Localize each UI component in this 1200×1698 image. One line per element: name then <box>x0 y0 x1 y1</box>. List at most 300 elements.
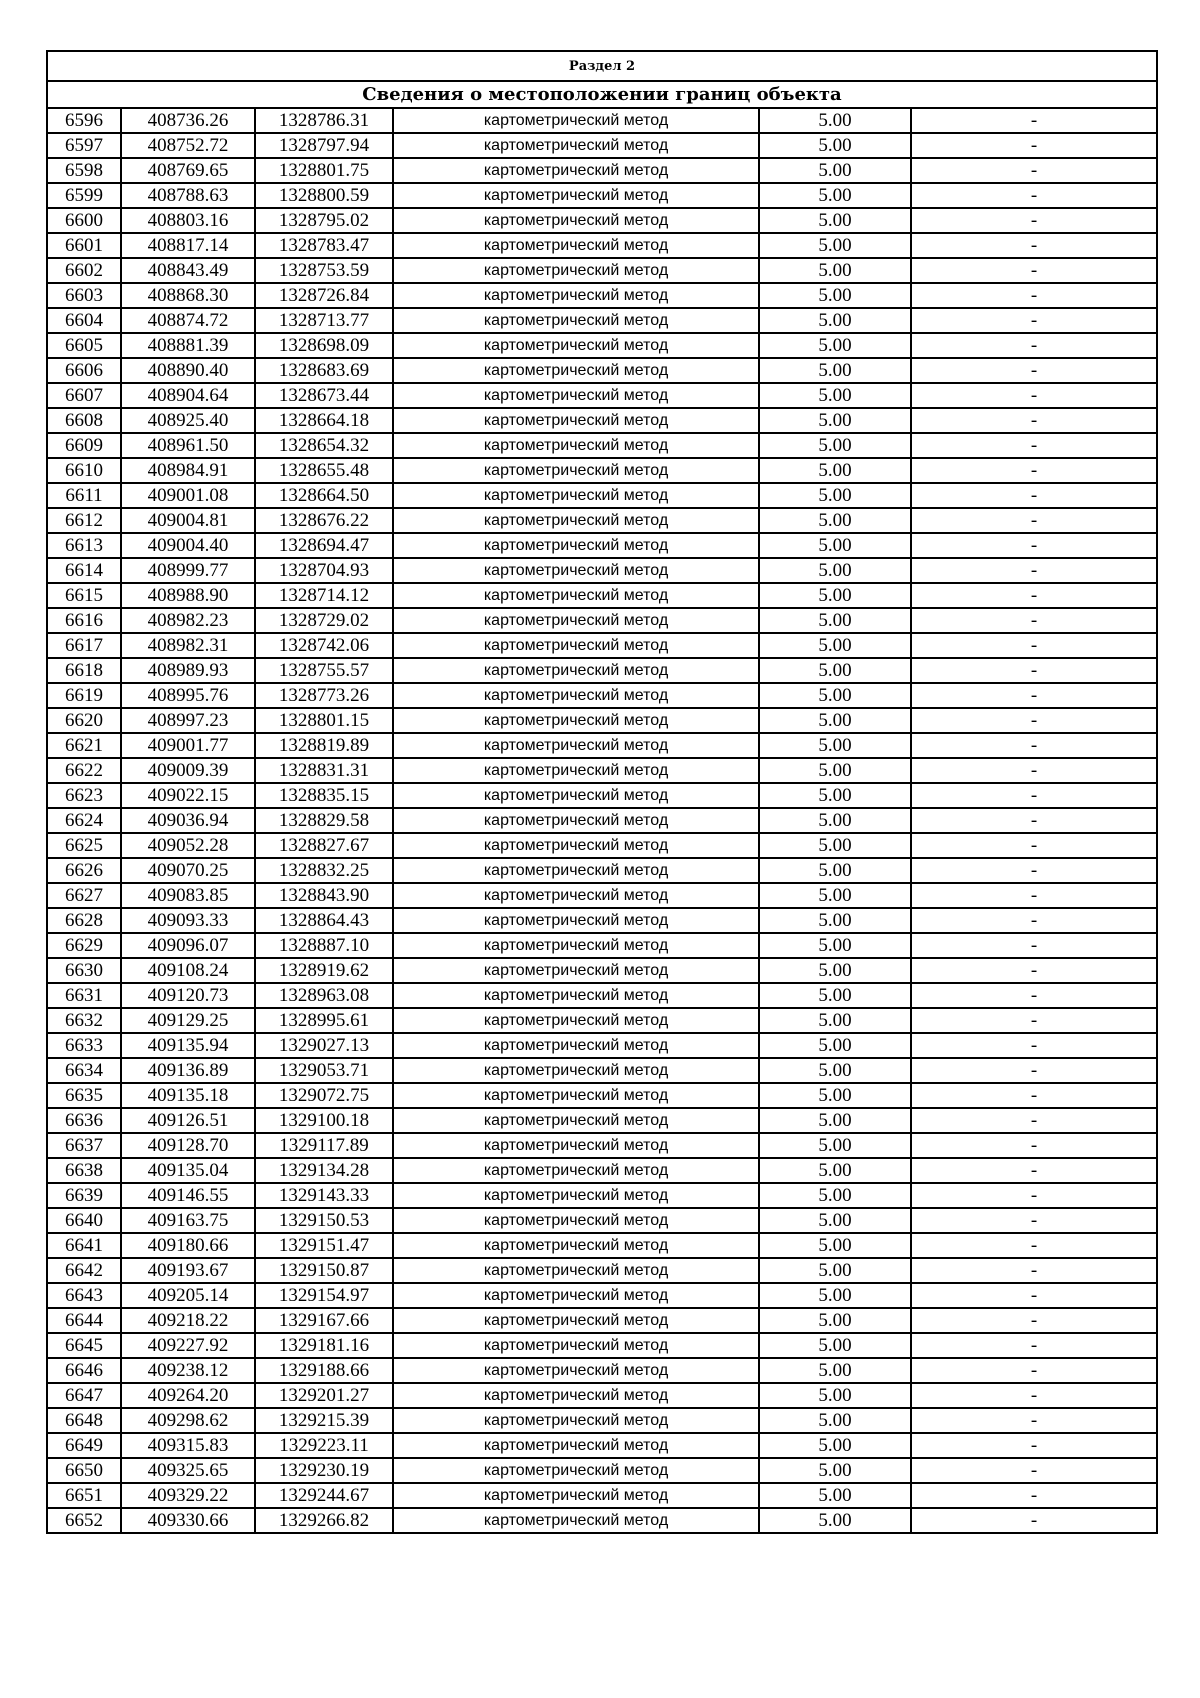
x-coordinate-cell: 409238.12 <box>121 1358 255 1383</box>
note-cell: - <box>911 233 1157 258</box>
note-cell: - <box>911 883 1157 908</box>
note-cell: - <box>911 283 1157 308</box>
accuracy-cell: 5.00 <box>759 1183 911 1208</box>
accuracy-cell: 5.00 <box>759 358 911 383</box>
method-cell: картометрический метод <box>393 1458 759 1483</box>
x-coordinate-cell: 409135.94 <box>121 1033 255 1058</box>
method-cell: картометрический метод <box>393 1183 759 1208</box>
point-number-cell: 6600 <box>47 208 121 233</box>
note-cell: - <box>911 1133 1157 1158</box>
x-coordinate-cell: 408982.23 <box>121 608 255 633</box>
section-header-row <box>47 51 1157 81</box>
accuracy-cell: 5.00 <box>759 558 911 583</box>
note-cell: - <box>911 433 1157 458</box>
table-row <box>47 908 1157 933</box>
y-coordinate-cell: 1328676.22 <box>255 508 393 533</box>
table-row <box>47 208 1157 233</box>
point-number-cell: 6612 <box>47 508 121 533</box>
accuracy-cell: 5.00 <box>759 208 911 233</box>
accuracy-cell: 5.00 <box>759 1158 911 1183</box>
accuracy-cell: 5.00 <box>759 333 911 358</box>
method-cell: картометрический метод <box>393 1483 759 1508</box>
table-row <box>47 808 1157 833</box>
x-coordinate-cell: 409330.66 <box>121 1508 255 1533</box>
table-row <box>47 508 1157 533</box>
point-number-cell: 6596 <box>47 108 121 133</box>
y-coordinate-cell: 1329188.66 <box>255 1358 393 1383</box>
point-number-cell: 6651 <box>47 1483 121 1508</box>
table-row <box>47 433 1157 458</box>
y-coordinate-cell: 1328963.08 <box>255 983 393 1008</box>
point-number-cell: 6626 <box>47 858 121 883</box>
note-cell: - <box>911 1433 1157 1458</box>
y-coordinate-cell: 1328683.69 <box>255 358 393 383</box>
x-coordinate-cell: 409129.25 <box>121 1008 255 1033</box>
table-row <box>47 758 1157 783</box>
table-row <box>47 1408 1157 1433</box>
table-row <box>47 1433 1157 1458</box>
x-coordinate-cell: 409329.22 <box>121 1483 255 1508</box>
accuracy-cell: 5.00 <box>759 1058 911 1083</box>
x-coordinate-cell: 408817.14 <box>121 233 255 258</box>
note-cell: - <box>911 383 1157 408</box>
table-row <box>47 233 1157 258</box>
x-coordinate-cell: 409325.65 <box>121 1458 255 1483</box>
x-coordinate-cell: 409163.75 <box>121 1208 255 1233</box>
accuracy-cell: 5.00 <box>759 883 911 908</box>
note-cell: - <box>911 583 1157 608</box>
accuracy-cell: 5.00 <box>759 633 911 658</box>
x-coordinate-cell: 408925.40 <box>121 408 255 433</box>
note-cell: - <box>911 458 1157 483</box>
accuracy-cell: 5.00 <box>759 733 911 758</box>
x-coordinate-cell: 408874.72 <box>121 308 255 333</box>
point-number-cell: 6642 <box>47 1258 121 1283</box>
accuracy-cell: 5.00 <box>759 1358 911 1383</box>
point-number-cell: 6639 <box>47 1183 121 1208</box>
point-number-cell: 6597 <box>47 133 121 158</box>
point-number-cell: 6629 <box>47 933 121 958</box>
method-cell: картометрический метод <box>393 1408 759 1433</box>
x-coordinate-cell: 409052.28 <box>121 833 255 858</box>
method-cell: картометрический метод <box>393 483 759 508</box>
x-coordinate-cell: 408843.49 <box>121 258 255 283</box>
x-coordinate-cell: 408904.64 <box>121 383 255 408</box>
method-cell: картометрический метод <box>393 633 759 658</box>
table-row <box>47 408 1157 433</box>
table-row <box>47 1058 1157 1083</box>
method-cell: картометрический метод <box>393 433 759 458</box>
x-coordinate-cell: 408881.39 <box>121 333 255 358</box>
accuracy-cell: 5.00 <box>759 583 911 608</box>
method-cell: картометрический метод <box>393 333 759 358</box>
point-number-cell: 6645 <box>47 1333 121 1358</box>
note-cell: - <box>911 983 1157 1008</box>
x-coordinate-cell: 409004.40 <box>121 533 255 558</box>
y-coordinate-cell: 1329143.33 <box>255 1183 393 1208</box>
y-coordinate-cell: 1329201.27 <box>255 1383 393 1408</box>
method-cell: картометрический метод <box>393 508 759 533</box>
note-cell: - <box>911 1358 1157 1383</box>
y-coordinate-cell: 1329134.28 <box>255 1158 393 1183</box>
y-coordinate-cell: 1329117.89 <box>255 1133 393 1158</box>
table-row <box>47 558 1157 583</box>
y-coordinate-cell: 1328753.59 <box>255 258 393 283</box>
note-cell: - <box>911 958 1157 983</box>
method-cell: картометрический метод <box>393 308 759 333</box>
table-row <box>47 1458 1157 1483</box>
x-coordinate-cell: 409001.08 <box>121 483 255 508</box>
accuracy-cell: 5.00 <box>759 1483 911 1508</box>
table-row <box>47 1283 1157 1308</box>
x-coordinate-cell: 409146.55 <box>121 1183 255 1208</box>
note-cell: - <box>911 208 1157 233</box>
point-number-cell: 6644 <box>47 1308 121 1333</box>
note-cell: - <box>911 1183 1157 1208</box>
table-row <box>47 1033 1157 1058</box>
y-coordinate-cell: 1328742.06 <box>255 633 393 658</box>
point-number-cell: 6624 <box>47 808 121 833</box>
y-coordinate-cell: 1328786.31 <box>255 108 393 133</box>
table-row <box>47 1208 1157 1233</box>
note-cell: - <box>911 483 1157 508</box>
table-row <box>47 983 1157 1008</box>
method-cell: картометрический метод <box>393 833 759 858</box>
x-coordinate-cell: 409004.81 <box>121 508 255 533</box>
x-coordinate-cell: 408890.40 <box>121 358 255 383</box>
x-coordinate-cell: 409264.20 <box>121 1383 255 1408</box>
point-number-cell: 6650 <box>47 1458 121 1483</box>
y-coordinate-cell: 1328832.25 <box>255 858 393 883</box>
y-coordinate-cell: 1328843.90 <box>255 883 393 908</box>
accuracy-cell: 5.00 <box>759 808 911 833</box>
note-cell: - <box>911 1383 1157 1408</box>
table-row <box>47 858 1157 883</box>
x-coordinate-cell: 408999.77 <box>121 558 255 583</box>
point-number-cell: 6599 <box>47 183 121 208</box>
method-cell: картометрический метод <box>393 1083 759 1108</box>
x-coordinate-cell: 409135.18 <box>121 1083 255 1108</box>
note-cell: - <box>911 1258 1157 1283</box>
y-coordinate-cell: 1328819.89 <box>255 733 393 758</box>
method-cell: картометрический метод <box>393 358 759 383</box>
table-row <box>47 658 1157 683</box>
x-coordinate-cell: 409108.24 <box>121 958 255 983</box>
point-number-cell: 6598 <box>47 158 121 183</box>
point-number-cell: 6631 <box>47 983 121 1008</box>
point-number-cell: 6623 <box>47 783 121 808</box>
y-coordinate-cell: 1328704.93 <box>255 558 393 583</box>
x-coordinate-cell: 408995.76 <box>121 683 255 708</box>
table-row <box>47 333 1157 358</box>
table-row <box>47 783 1157 808</box>
table-row <box>47 933 1157 958</box>
y-coordinate-cell: 1328694.47 <box>255 533 393 558</box>
accuracy-cell: 5.00 <box>759 458 911 483</box>
method-cell: картометрический метод <box>393 858 759 883</box>
accuracy-cell: 5.00 <box>759 183 911 208</box>
accuracy-cell: 5.00 <box>759 283 911 308</box>
point-number-cell: 6647 <box>47 1383 121 1408</box>
method-cell: картометрический метод <box>393 533 759 558</box>
method-cell: картометрический метод <box>393 233 759 258</box>
note-cell: - <box>911 708 1157 733</box>
note-cell: - <box>911 1508 1157 1533</box>
point-number-cell: 6649 <box>47 1433 121 1458</box>
method-cell: картометрический метод <box>393 658 759 683</box>
table-row <box>47 108 1157 133</box>
point-number-cell: 6620 <box>47 708 121 733</box>
y-coordinate-cell: 1328755.57 <box>255 658 393 683</box>
x-coordinate-cell: 408752.72 <box>121 133 255 158</box>
point-number-cell: 6611 <box>47 483 121 508</box>
note-cell: - <box>911 508 1157 533</box>
x-coordinate-cell: 409009.39 <box>121 758 255 783</box>
point-number-cell: 6608 <box>47 408 121 433</box>
accuracy-cell: 5.00 <box>759 608 911 633</box>
table-row <box>47 1308 1157 1333</box>
method-cell: картометрический метод <box>393 133 759 158</box>
accuracy-cell: 5.00 <box>759 1458 911 1483</box>
point-number-cell: 6617 <box>47 633 121 658</box>
point-number-cell: 6625 <box>47 833 121 858</box>
note-cell: - <box>911 108 1157 133</box>
method-cell: картометрический метод <box>393 608 759 633</box>
method-cell: картометрический метод <box>393 1208 759 1233</box>
x-coordinate-cell: 409093.33 <box>121 908 255 933</box>
note-cell: - <box>911 1308 1157 1333</box>
method-cell: картометрический метод <box>393 1308 759 1333</box>
table-row <box>47 1108 1157 1133</box>
accuracy-cell: 5.00 <box>759 1283 911 1308</box>
accuracy-cell: 5.00 <box>759 1133 911 1158</box>
method-cell: картометрический метод <box>393 1358 759 1383</box>
x-coordinate-cell: 409126.51 <box>121 1108 255 1133</box>
method-cell: картометрический метод <box>393 1108 759 1133</box>
x-coordinate-cell: 409120.73 <box>121 983 255 1008</box>
y-coordinate-cell: 1328864.43 <box>255 908 393 933</box>
note-cell: - <box>911 1333 1157 1358</box>
method-cell: картометрический метод <box>393 1008 759 1033</box>
table-row <box>47 1383 1157 1408</box>
method-cell: картометрический метод <box>393 1508 759 1533</box>
accuracy-cell: 5.00 <box>759 1008 911 1033</box>
y-coordinate-cell: 1328835.15 <box>255 783 393 808</box>
note-cell: - <box>911 733 1157 758</box>
note-cell: - <box>911 133 1157 158</box>
x-coordinate-cell: 409070.25 <box>121 858 255 883</box>
table-row <box>47 258 1157 283</box>
method-cell: картометрический метод <box>393 933 759 958</box>
method-cell: картометрический метод <box>393 583 759 608</box>
note-cell: - <box>911 908 1157 933</box>
table-row <box>47 458 1157 483</box>
point-number-cell: 6604 <box>47 308 121 333</box>
note-cell: - <box>911 358 1157 383</box>
note-cell: - <box>911 783 1157 808</box>
point-number-cell: 6618 <box>47 658 121 683</box>
y-coordinate-cell: 1328800.59 <box>255 183 393 208</box>
note-cell: - <box>911 933 1157 958</box>
y-coordinate-cell: 1328887.10 <box>255 933 393 958</box>
point-number-cell: 6634 <box>47 1058 121 1083</box>
method-cell: картометрический метод <box>393 108 759 133</box>
point-number-cell: 6628 <box>47 908 121 933</box>
note-cell: - <box>911 1458 1157 1483</box>
note-cell: - <box>911 633 1157 658</box>
y-coordinate-cell: 1328995.61 <box>255 1008 393 1033</box>
accuracy-cell: 5.00 <box>759 108 911 133</box>
point-number-cell: 6630 <box>47 958 121 983</box>
note-cell: - <box>911 408 1157 433</box>
accuracy-cell: 5.00 <box>759 1083 911 1108</box>
table-title: Сведения о местоположении границ объекта <box>47 81 1157 108</box>
table-row <box>47 708 1157 733</box>
x-coordinate-cell: 409136.89 <box>121 1058 255 1083</box>
table-row <box>47 883 1157 908</box>
y-coordinate-cell: 1329027.13 <box>255 1033 393 1058</box>
note-cell: - <box>911 1058 1157 1083</box>
x-coordinate-cell: 408803.16 <box>121 208 255 233</box>
accuracy-cell: 5.00 <box>759 1333 911 1358</box>
document-page <box>46 50 1156 1534</box>
y-coordinate-cell: 1328797.94 <box>255 133 393 158</box>
method-cell: картометрический метод <box>393 208 759 233</box>
y-coordinate-cell: 1329181.16 <box>255 1333 393 1358</box>
y-coordinate-cell: 1328773.26 <box>255 683 393 708</box>
y-coordinate-cell: 1328664.18 <box>255 408 393 433</box>
y-coordinate-cell: 1328698.09 <box>255 333 393 358</box>
y-coordinate-cell: 1328783.47 <box>255 233 393 258</box>
table-row <box>47 1083 1157 1108</box>
y-coordinate-cell: 1329215.39 <box>255 1408 393 1433</box>
table-row <box>47 583 1157 608</box>
point-number-cell: 6606 <box>47 358 121 383</box>
y-coordinate-cell: 1328726.84 <box>255 283 393 308</box>
method-cell: картометрический метод <box>393 1058 759 1083</box>
point-number-cell: 6610 <box>47 458 121 483</box>
point-number-cell: 6614 <box>47 558 121 583</box>
method-cell: картометрический метод <box>393 1333 759 1358</box>
accuracy-cell: 5.00 <box>759 1508 911 1533</box>
accuracy-cell: 5.00 <box>759 483 911 508</box>
method-cell: картометрический метод <box>393 558 759 583</box>
point-number-cell: 6632 <box>47 1008 121 1033</box>
point-number-cell: 6603 <box>47 283 121 308</box>
point-number-cell: 6635 <box>47 1083 121 1108</box>
accuracy-cell: 5.00 <box>759 858 911 883</box>
table-row <box>47 183 1157 208</box>
accuracy-cell: 5.00 <box>759 533 911 558</box>
accuracy-cell: 5.00 <box>759 383 911 408</box>
point-number-cell: 6636 <box>47 1108 121 1133</box>
y-coordinate-cell: 1328827.67 <box>255 833 393 858</box>
x-coordinate-cell: 409180.66 <box>121 1233 255 1258</box>
accuracy-cell: 5.00 <box>759 158 911 183</box>
point-number-cell: 6605 <box>47 333 121 358</box>
table-row <box>47 1183 1157 1208</box>
y-coordinate-cell: 1328801.75 <box>255 158 393 183</box>
note-cell: - <box>911 1283 1157 1308</box>
note-cell: - <box>911 1083 1157 1108</box>
point-number-cell: 6646 <box>47 1358 121 1383</box>
point-number-cell: 6648 <box>47 1408 121 1433</box>
x-coordinate-cell: 408988.90 <box>121 583 255 608</box>
y-coordinate-cell: 1328729.02 <box>255 608 393 633</box>
x-coordinate-cell: 409096.07 <box>121 933 255 958</box>
note-cell: - <box>911 258 1157 283</box>
x-coordinate-cell: 409135.04 <box>121 1158 255 1183</box>
method-cell: картометрический метод <box>393 1383 759 1408</box>
table-row <box>47 833 1157 858</box>
point-number-cell: 6637 <box>47 1133 121 1158</box>
y-coordinate-cell: 1328795.02 <box>255 208 393 233</box>
y-coordinate-cell: 1329266.82 <box>255 1508 393 1533</box>
y-coordinate-cell: 1328713.77 <box>255 308 393 333</box>
table-row <box>47 1258 1157 1283</box>
y-coordinate-cell: 1329154.97 <box>255 1283 393 1308</box>
point-number-cell: 6619 <box>47 683 121 708</box>
table-row <box>47 1133 1157 1158</box>
x-coordinate-cell: 408868.30 <box>121 283 255 308</box>
x-coordinate-cell: 409193.67 <box>121 1258 255 1283</box>
x-coordinate-cell: 409315.83 <box>121 1433 255 1458</box>
method-cell: картометрический метод <box>393 1033 759 1058</box>
note-cell: - <box>911 1008 1157 1033</box>
y-coordinate-cell: 1329167.66 <box>255 1308 393 1333</box>
y-coordinate-cell: 1328831.31 <box>255 758 393 783</box>
accuracy-cell: 5.00 <box>759 1208 911 1233</box>
point-number-cell: 6641 <box>47 1233 121 1258</box>
accuracy-cell: 5.00 <box>759 133 911 158</box>
note-cell: - <box>911 833 1157 858</box>
point-number-cell: 6616 <box>47 608 121 633</box>
method-cell: картометрический метод <box>393 1283 759 1308</box>
note-cell: - <box>911 608 1157 633</box>
table-title-row <box>47 81 1157 108</box>
y-coordinate-cell: 1329150.87 <box>255 1258 393 1283</box>
point-number-cell: 6638 <box>47 1158 121 1183</box>
accuracy-cell: 5.00 <box>759 233 911 258</box>
x-coordinate-cell: 408984.91 <box>121 458 255 483</box>
method-cell: картометрический метод <box>393 408 759 433</box>
point-number-cell: 6615 <box>47 583 121 608</box>
method-cell: картометрический метод <box>393 983 759 1008</box>
accuracy-cell: 5.00 <box>759 708 911 733</box>
method-cell: картометрический метод <box>393 908 759 933</box>
accuracy-cell: 5.00 <box>759 958 911 983</box>
table-row <box>47 133 1157 158</box>
y-coordinate-cell: 1329244.67 <box>255 1483 393 1508</box>
x-coordinate-cell: 409022.15 <box>121 783 255 808</box>
note-cell: - <box>911 333 1157 358</box>
table-row <box>47 683 1157 708</box>
table-row <box>47 1158 1157 1183</box>
accuracy-cell: 5.00 <box>759 1033 911 1058</box>
table-row <box>47 733 1157 758</box>
method-cell: картометрический метод <box>393 1433 759 1458</box>
accuracy-cell: 5.00 <box>759 508 911 533</box>
accuracy-cell: 5.00 <box>759 1383 911 1408</box>
accuracy-cell: 5.00 <box>759 1408 911 1433</box>
x-coordinate-cell: 409227.92 <box>121 1333 255 1358</box>
table-row <box>47 633 1157 658</box>
x-coordinate-cell: 409001.77 <box>121 733 255 758</box>
table-row <box>47 283 1157 308</box>
accuracy-cell: 5.00 <box>759 658 911 683</box>
table-row <box>47 1333 1157 1358</box>
note-cell: - <box>911 1408 1157 1433</box>
